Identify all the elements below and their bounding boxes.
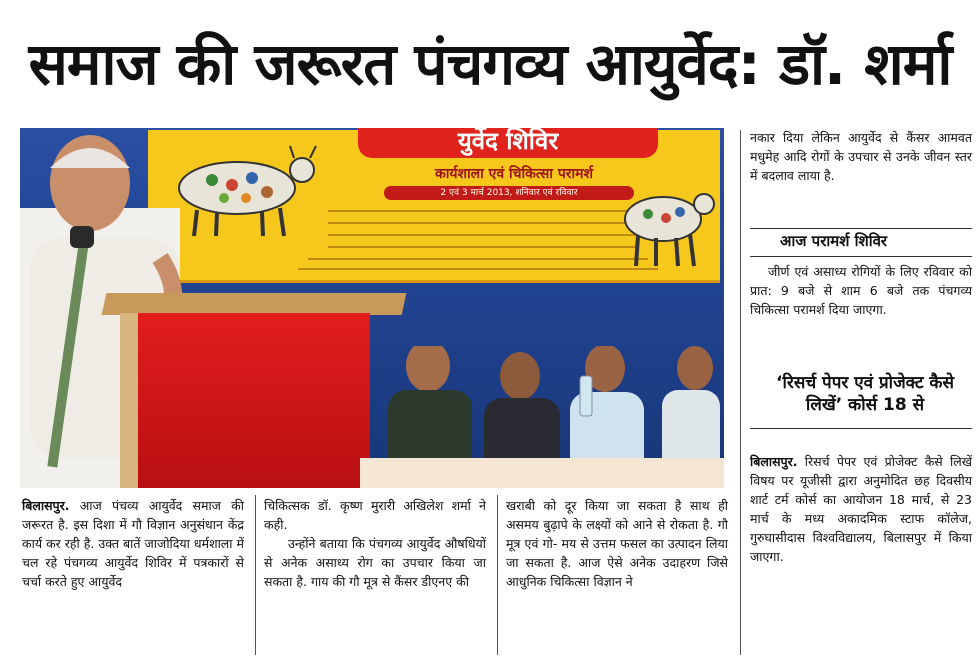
dateline: बिलासपुर. [22, 498, 70, 513]
subheading-consultation: आज परामर्श शिविर [780, 232, 888, 250]
banner-text-line [328, 246, 638, 248]
subheading-research-course: ‘रिसर्च पेपर एवं प्रोजेक्ट कैसे लिखें’ कोर्स 18 से [776, 373, 954, 415]
podium [120, 313, 370, 488]
article-column-4 [750, 128, 972, 185]
section-rule [750, 428, 972, 429]
podium-top [102, 293, 407, 315]
banner-text-line [328, 210, 658, 212]
article-column-2 [264, 496, 486, 591]
column-divider [255, 495, 256, 655]
column-text: रिसर्च पेपर एवं प्रोजेक्ट कैसे लिखें विषय पर यूजीसी द्वारा अनुमोदित छह दिवसीय शार्ट टर्म कोर्स का आयोजन 18 मार्च, से 23 मार्च के मध्य अकादमिक स्टाफ कॉलेज, गुरुघासीदास विश्वविद्यालय, बिलासपुर में किया जाएगा. [750, 454, 972, 564]
banner-text-line [308, 258, 648, 260]
banner-text-line [328, 222, 628, 224]
article-column-4b [750, 262, 972, 319]
seated-guests [380, 346, 720, 476]
cow-illustration-right [618, 174, 718, 274]
news-photo [20, 128, 724, 488]
column-text: खराबी को दूर किया जा सकता है साथ ही असमय बुढ़ापे के लक्ष्यों को आने से रोकता है. गौ मूत्र एवं गो- मय से उत्तम फसल का उत्पादन लिया जा सकता है. आज ऐसे अनेक उदाहरण जिसे आधुनिक चिकित्सा विज्ञान ने [506, 498, 728, 589]
column-text: आज पंचव्य आयुर्वेद समाज की जरूरत है. इस दिशा में गौ विज्ञान अनुसंधान केंद्र कार्य कर रही है. उक्त बातें जाजोदिया धर्मशाला में चल रहे पंचगव्य आयुर्वेद शिविर में पत्रकारों से चर्चा करते हुए आयुर्वेद [22, 498, 244, 589]
article-column-3 [506, 496, 728, 591]
event-banner [148, 130, 720, 283]
podium-edge [120, 313, 138, 488]
headline: समाज की जरूरत पंचगव्य आयुर्वेद: डॉ. शर्मा [28, 29, 952, 98]
section-rule [750, 228, 972, 229]
column-divider [497, 495, 498, 655]
banner-date: 2 एवं 3 मार्च 2013, शनिवार एवं रविवार [384, 186, 634, 200]
section-rule [750, 256, 972, 257]
dateline: बिलासपुर. [750, 454, 798, 469]
article-column-1 [22, 496, 244, 591]
banner-title: युर्वेद शिविर [358, 128, 658, 158]
banner-text-line [328, 234, 658, 236]
column-divider [740, 130, 741, 655]
column-text: चिकित्सक डॉ. कृष्ण मुरारी अखिलेश शर्मा ने कही. [264, 498, 486, 532]
column-text: नकार दिया लेकिन आयुर्वेद से कैंसर आमवत मधुमेह आदि रोगों के उपचार से उनके जीवन स्तर में बदलाव लाया है. [750, 130, 972, 183]
column-text: उन्होंने बताया कि पंचगव्य आयुर्वेद औषधियों से अनेक असाध्य रोग का उपचार किया जा सकता है. गाय की गौ मूत्र से कैंसर डीएनए की [264, 536, 486, 589]
guest-table [360, 458, 724, 488]
article-column-4c [750, 452, 972, 566]
banner-subtitle: कार्यशाला एवं चिकित्सा परामर्श [434, 166, 594, 182]
banner-text-line [298, 268, 658, 270]
column-text: जीर्ण एवं असाध्य रोगियों के लिए रविवार को प्रात: 9 बजे से शाम 6 बजे तक पंचगव्य चिकित्सा परामर्श दिया जाएगा. [750, 264, 972, 317]
